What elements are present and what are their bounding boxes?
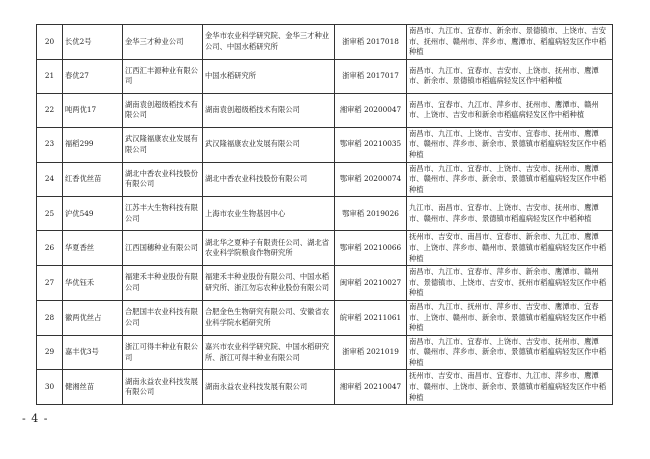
breeder-cell: 湖南永益农业科技发展有限公司 [203, 370, 335, 405]
row-number: 20 [37, 25, 63, 60]
row-number: 23 [37, 127, 63, 162]
row-number: 30 [37, 370, 63, 405]
table-row [37, 197, 613, 231]
applicant-cell: 江苏丰大生物科技有限公司 [123, 197, 203, 231]
rice-variety-table [36, 24, 613, 405]
approval-number-cell: 鄂审稻 20210066 [335, 231, 407, 266]
planting-area-cell: 南昌市、九江市、宜春市、吉安市、上饶市、抚州市、鹰潭市、新余市、景德镇市稻瘟病轻发区作中稻种植 [407, 59, 613, 93]
table-row [37, 231, 613, 266]
planting-area-cell: 南昌市、宜春市、九江市、萍乡市、抚州市、鹰潭市、赣州市、上饶市、吉安市和新余市稻瘟病轻发区作中稻种植 [407, 93, 613, 127]
planting-area-cell: 南昌市、九江市、宜春市、上饶市、吉安市、抚州市、鹰潭市、赣州市、萍乡市、新余市、景德镇市稻瘟病轻发区作中稻种植 [407, 162, 613, 197]
planting-area-cell: 抚州市、吉安市、南昌市、宜春市、九江市、萍乡市、鹰潭市、赣州市、上饶市、新余市、景德镇市稻瘟病轻发区作中稻种植 [407, 370, 613, 405]
planting-area-cell: 九江市、南昌市、宜春市、上饶市、吉安市、抚州市、鹰潭市、赣州市、萍乡市、景德镇市稻瘟病轻发区作中稻种植 [407, 197, 613, 231]
applicant-cell: 湖北中香农业科技股份有限公司 [123, 162, 203, 197]
variety-name: 华优钰禾 [63, 266, 123, 301]
variety-name: 嘉丰优3号 [63, 335, 123, 370]
approval-number-cell: 鄂审稻 2019026 [335, 197, 407, 231]
breeder-cell: 湖北中香农业科技股份有限公司 [203, 162, 335, 197]
breeder-cell: 嘉兴市农业科学研究院、中国水稻研究所、浙江可得丰种业有限公司 [203, 335, 335, 370]
approval-number-cell: 湘审稻 20210047 [335, 370, 407, 405]
row-number: 26 [37, 231, 63, 266]
applicant-cell: 武汉隆福康农业发展有限公司 [123, 127, 203, 162]
breeder-cell: 合肥金色生物研究有限公司、安徽省农业科学院水稻研究所 [203, 300, 335, 335]
breeder-cell: 福建禾丰种业股份有限公司、中国水稻研究所、浙江勿忘农种业股份有限公司 [203, 266, 335, 301]
approval-number-cell: 闽审稻 20210027 [335, 266, 407, 301]
row-number: 22 [37, 93, 63, 127]
variety-name: 健湘丝苗 [63, 370, 123, 405]
row-number: 29 [37, 335, 63, 370]
breeder-cell: 中国水稻研究所 [203, 59, 335, 93]
breeder-cell: 武汉隆福康农业发展有限公司 [203, 127, 335, 162]
table-row [37, 93, 613, 127]
table-row [37, 335, 613, 370]
applicant-cell: 湖南永益农业科技发展有限公司 [123, 370, 203, 405]
variety-name: 徽两优丝占 [63, 300, 123, 335]
page-number: - 4 - [22, 412, 49, 425]
approval-number-cell: 鄂审稻 20210035 [335, 127, 407, 162]
breeder-cell: 湖北华之夏种子有限责任公司、湖北省农业科学院粮食作物研究所 [203, 231, 335, 266]
row-number: 25 [37, 197, 63, 231]
breeder-cell: 金华市农业科学研究院、金华三才种业公司、中国水稻研究所 [203, 25, 335, 60]
table-row [37, 25, 613, 60]
planting-area-cell: 南昌市、九江市、宜春市、萍乡市、新余市、鹰潭市、赣州市、景德镇市、上饶市、吉安市、抚州市稻瘟病轻发区作中稻种植 [407, 266, 613, 301]
table-row [37, 59, 613, 93]
planting-area-cell: 抚州市、吉安市、南昌市、宜春市、新余市、九江市、鹰潭市、上饶市、萍乡市、赣州市、景德镇市稻瘟病轻发区作中稻种植 [407, 231, 613, 266]
breeder-cell: 上海市农业生物基因中心 [203, 197, 335, 231]
table-row [37, 370, 613, 405]
applicant-cell: 福建禾丰种业股份有限公司 [123, 266, 203, 301]
approval-number-cell: 浙审稻 2017017 [335, 59, 407, 93]
row-number: 28 [37, 300, 63, 335]
approval-number-cell: 鄂审稻 20200074 [335, 162, 407, 197]
approval-number-cell: 湘审稻 20200047 [335, 93, 407, 127]
table-row [37, 127, 613, 162]
applicant-cell: 江西汇丰源种业有限公司 [123, 59, 203, 93]
table-row [37, 162, 613, 197]
variety-name: 福稻299 [63, 127, 123, 162]
variety-name: 吨两优17 [63, 93, 123, 127]
variety-name: 华夏香丝 [63, 231, 123, 266]
variety-name: 红香优丝苗 [63, 162, 123, 197]
applicant-cell: 金华三才种业公司 [123, 25, 203, 60]
approval-number-cell: 皖审稻 20211061 [335, 300, 407, 335]
row-number: 24 [37, 162, 63, 197]
table-row [37, 300, 613, 335]
approval-number-cell: 浙审稻 2017018 [335, 25, 407, 60]
variety-name: 长优2号 [63, 25, 123, 60]
planting-area-cell: 南昌市、九江市、上饶市、吉安市、宜春市、抚州市、鹰潭市、赣州市、萍乡市、新余市、景德镇市稻瘟病轻发区作中稻种植 [407, 127, 613, 162]
planting-area-cell: 南昌市、九江市、抚州市、萍乡市、吉安市、鹰潭市、宜春市、上饶市、赣州市、新余市、景德镇市稻瘟病轻发区作中稻种植 [407, 300, 613, 335]
applicant-cell: 湖南袁创超级稻技术有限公司 [123, 93, 203, 127]
table-body [37, 25, 613, 405]
applicant-cell: 江西国穗种业有限公司 [123, 231, 203, 266]
breeder-cell: 湖南袁创超级稻技术有限公司 [203, 93, 335, 127]
approval-number-cell: 浙审稻 2021019 [335, 335, 407, 370]
variety-name: 沪优549 [63, 197, 123, 231]
applicant-cell: 合肥国丰农业科技有限公司 [123, 300, 203, 335]
table-row [37, 266, 613, 301]
row-number: 21 [37, 59, 63, 93]
row-number: 27 [37, 266, 63, 301]
planting-area-cell: 南昌市、九江市、宜春市、上饶市、吉安市、抚州市、鹰潭市、赣州市、萍乡市、新余市、景德镇市稻瘟病轻发区作中稻种植 [407, 335, 613, 370]
variety-name: 春优27 [63, 59, 123, 93]
planting-area-cell: 南昌市、九江市、宜春市、新余市、景德镇市、上饶市、吉安市、抚州市、赣州市、萍乡市、鹰潭市、稻瘟病轻发区作中稻种植 [407, 25, 613, 60]
applicant-cell: 浙江可得丰种业有限公司 [123, 335, 203, 370]
